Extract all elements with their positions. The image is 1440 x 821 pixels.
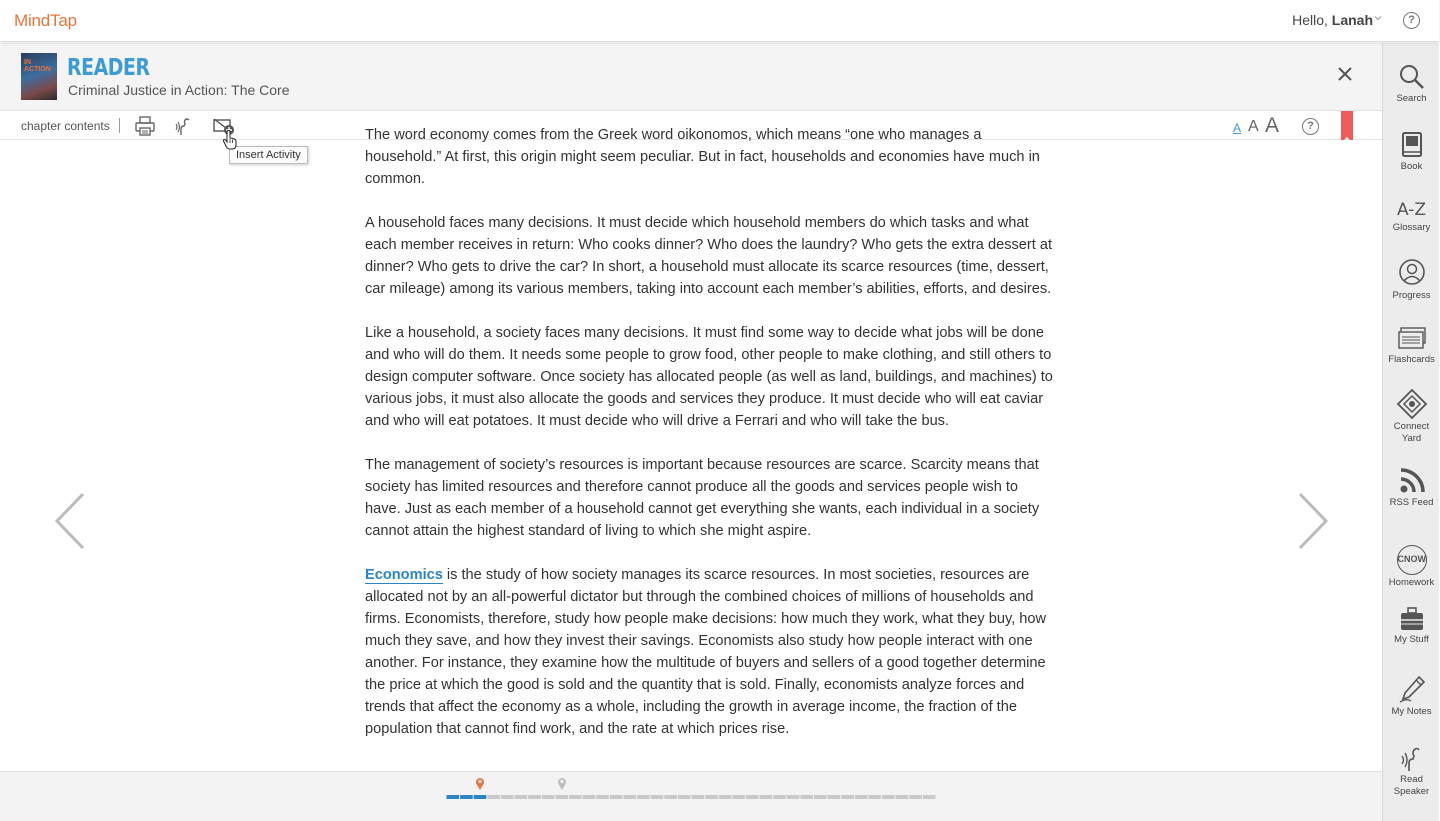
progress-segment[interactable] xyxy=(692,795,705,799)
progress-segment[interactable] xyxy=(664,795,677,799)
progress-segment[interactable] xyxy=(596,795,609,799)
progress-segment[interactable] xyxy=(787,795,800,799)
chapter-contents-link[interactable]: chapter contents xyxy=(21,119,110,133)
paragraph-text: is the study of how society manages its scarce resources. In most societies, resources are allocated not by an all-powerful dictator but through the combined choices of millions of households and firms. Economists, therefore, study how people make decisions: how much they work, what they buy, how much they save, and how they invest their savings. Economists also study how people interact with one another. For instance, they examine how the multitude of buyers and sellers of a good together determine the price at which the good is sold and the quantity that is sold. Finally, economists analyze forces and trends that affect the economy as a whole, including the growth in average income, the fraction of the population that cannot find work, and the rate at which prices rise. xyxy=(365,567,1047,737)
progress-segment[interactable] xyxy=(800,795,813,799)
progress-segment[interactable] xyxy=(882,795,895,799)
key-term-link[interactable]: Economics xyxy=(365,567,443,583)
connect-yard-icon xyxy=(1397,389,1427,419)
rss-icon xyxy=(1398,467,1426,495)
dock-label: Connect xyxy=(1393,421,1430,432)
mindtap-logo[interactable]: MindTap xyxy=(14,11,77,30)
reader-help-button[interactable]: ? xyxy=(1302,118,1319,135)
progress-segment[interactable] xyxy=(841,795,854,799)
paragraph: A household faces many decisions. It must decide which household members do which tasks and what each member receives in return: Who cooks dinner? Who does the laundry? Who gets the extra dessert at dinner? Who gets to drive the car? In short, a household must allocate its scarce resources (time, dessert, car mileage) among its various members, taking into account each member’s abilities, efforts, and desires. xyxy=(365,215,1053,297)
progress-segment[interactable] xyxy=(909,795,922,799)
progress-segment[interactable] xyxy=(555,795,568,799)
top-bar xyxy=(0,0,1439,42)
dock-homework[interactable] xyxy=(1383,545,1440,587)
dock-progress[interactable] xyxy=(1383,258,1440,300)
progress-segment[interactable] xyxy=(814,795,827,799)
progress-segment[interactable] xyxy=(501,795,514,799)
progress-segment[interactable] xyxy=(760,795,773,799)
progress-segment[interactable] xyxy=(896,795,909,799)
dock-label: Homework xyxy=(1388,577,1435,588)
progress-segment[interactable] xyxy=(474,795,487,799)
progress-segment[interactable] xyxy=(746,795,759,799)
progress-segment[interactable] xyxy=(719,795,732,799)
progress-segment[interactable] xyxy=(705,795,718,799)
progress-segment[interactable] xyxy=(460,795,473,799)
user-name: Lanah xyxy=(1331,12,1373,28)
dock-label: Glossary xyxy=(1392,222,1431,233)
current-location-pin-icon[interactable] xyxy=(475,777,485,791)
paragraph xyxy=(365,564,1055,740)
insert-activity-tooltip: Insert Activity xyxy=(229,146,308,164)
app-dock xyxy=(1382,43,1439,821)
bookmark-icon[interactable] xyxy=(1341,111,1353,143)
progress-segment[interactable] xyxy=(569,795,582,799)
dock-label: RSS Feed xyxy=(1389,497,1434,508)
print-icon[interactable] xyxy=(134,115,156,137)
progress-segment[interactable] xyxy=(487,795,500,799)
dock-glossary[interactable] xyxy=(1383,200,1440,232)
search-icon xyxy=(1398,63,1426,91)
dock-label: Book xyxy=(1400,161,1423,172)
progress-segment[interactable] xyxy=(583,795,596,799)
progress-segment[interactable] xyxy=(773,795,786,799)
progress-segment[interactable] xyxy=(610,795,623,799)
progress-segment[interactable] xyxy=(828,795,841,799)
dock-label: My Notes xyxy=(1391,706,1432,717)
dock-flashcards[interactable] xyxy=(1383,326,1440,364)
next-page-arrow-icon[interactable] xyxy=(1296,492,1330,550)
paragraph: The word economy comes from the Greek word oikonomos, which means “one who manages a household.” At first, this origin might seem peculiar. But in fact, households and economies have much in common. xyxy=(365,127,1040,187)
glossary-icon: A-Z xyxy=(1396,200,1427,220)
dock-rss-feed[interactable] xyxy=(1383,467,1440,507)
chevron-down-icon[interactable] xyxy=(1374,14,1382,22)
text-column xyxy=(365,124,1055,762)
progress-segment[interactable] xyxy=(678,795,691,799)
progress-segment[interactable] xyxy=(637,795,650,799)
saved-location-pin-icon[interactable] xyxy=(557,777,567,791)
progress-segment[interactable] xyxy=(623,795,636,799)
user-greeting[interactable] xyxy=(1292,12,1373,28)
readspeaker-icon xyxy=(1398,744,1426,772)
previous-page-arrow-icon[interactable] xyxy=(53,492,87,550)
paragraph: Like a household, a society faces many decisions. It must find some way to decide what jobs will be done and who will do them. It needs some people to grow food, other people to make clothing, and still others to design computer software. Once society has allocated people (as well as land, buildings, and machines) to various jobs, it must also allocate the goods and services they produce. It must decide who will eat caviar and who will eat potatoes. It must decide who will drive a Ferrari and who will take the bus. xyxy=(365,325,1053,429)
dock-label: Read xyxy=(1400,774,1423,785)
chapter-progress-track[interactable] xyxy=(446,795,936,799)
progress-segment[interactable] xyxy=(651,795,664,799)
dock-read-speaker[interactable] xyxy=(1383,744,1440,796)
book-cover-text: IN ACTION xyxy=(24,59,51,73)
progress-segment[interactable] xyxy=(542,795,555,799)
dock-label: Progress xyxy=(1392,290,1431,301)
help-button[interactable]: ? xyxy=(1403,12,1420,29)
reader-header xyxy=(0,43,1382,111)
progress-icon xyxy=(1398,258,1426,288)
dock-label-line2: Speaker xyxy=(1393,786,1430,797)
hand-cursor-icon xyxy=(222,130,238,150)
font-size-large-button[interactable]: A xyxy=(1265,114,1280,137)
progress-segment[interactable] xyxy=(923,795,936,799)
progress-segment[interactable] xyxy=(447,795,460,799)
dock-my-notes[interactable] xyxy=(1383,674,1440,716)
book-title: Criminal Justice in Action: The Core xyxy=(68,82,290,98)
dock-connect-yard[interactable] xyxy=(1383,389,1440,443)
dock-label-line2: Yard xyxy=(1401,433,1422,444)
dock-book[interactable] xyxy=(1383,131,1440,171)
dock-label: Search xyxy=(1396,93,1427,104)
book-icon xyxy=(1398,131,1426,159)
paragraph: The management of society’s resources is important because resources are scarce. Scarcity means that society has limited resources and therefore cannot produce all the goods and services people wish to have. Just as each member of a household cannot get everything she wants, each individual in a society cannot attain the highest standard of living to which she might aspire. xyxy=(365,457,1040,539)
dock-my-stuff[interactable] xyxy=(1383,606,1440,644)
progress-segment[interactable] xyxy=(515,795,528,799)
readspeaker-toolbar-icon[interactable] xyxy=(173,115,195,137)
progress-segment[interactable] xyxy=(528,795,541,799)
dock-search[interactable] xyxy=(1383,63,1440,103)
reader-title: READER xyxy=(67,55,150,81)
toolbar-divider xyxy=(119,118,120,133)
book-cover xyxy=(21,53,57,100)
close-icon[interactable] xyxy=(1336,65,1354,83)
progress-segment[interactable] xyxy=(855,795,868,799)
progress-segment[interactable] xyxy=(732,795,745,799)
font-size-medium-button[interactable]: A xyxy=(1248,118,1259,135)
dock-label: Flashcards xyxy=(1388,354,1435,365)
dock-label: My Stuff xyxy=(1394,634,1429,645)
cnow-icon: CNOW xyxy=(1397,545,1427,575)
flashcards-icon xyxy=(1397,326,1427,352)
progress-bar-area xyxy=(0,771,1382,821)
font-size-small-button[interactable]: A xyxy=(1233,121,1242,135)
reader-content xyxy=(0,127,1382,771)
notes-icon xyxy=(1397,674,1427,704)
greeting-prefix: Hello, xyxy=(1292,12,1332,28)
progress-segment[interactable] xyxy=(868,795,881,799)
briefcase-icon xyxy=(1398,606,1426,632)
